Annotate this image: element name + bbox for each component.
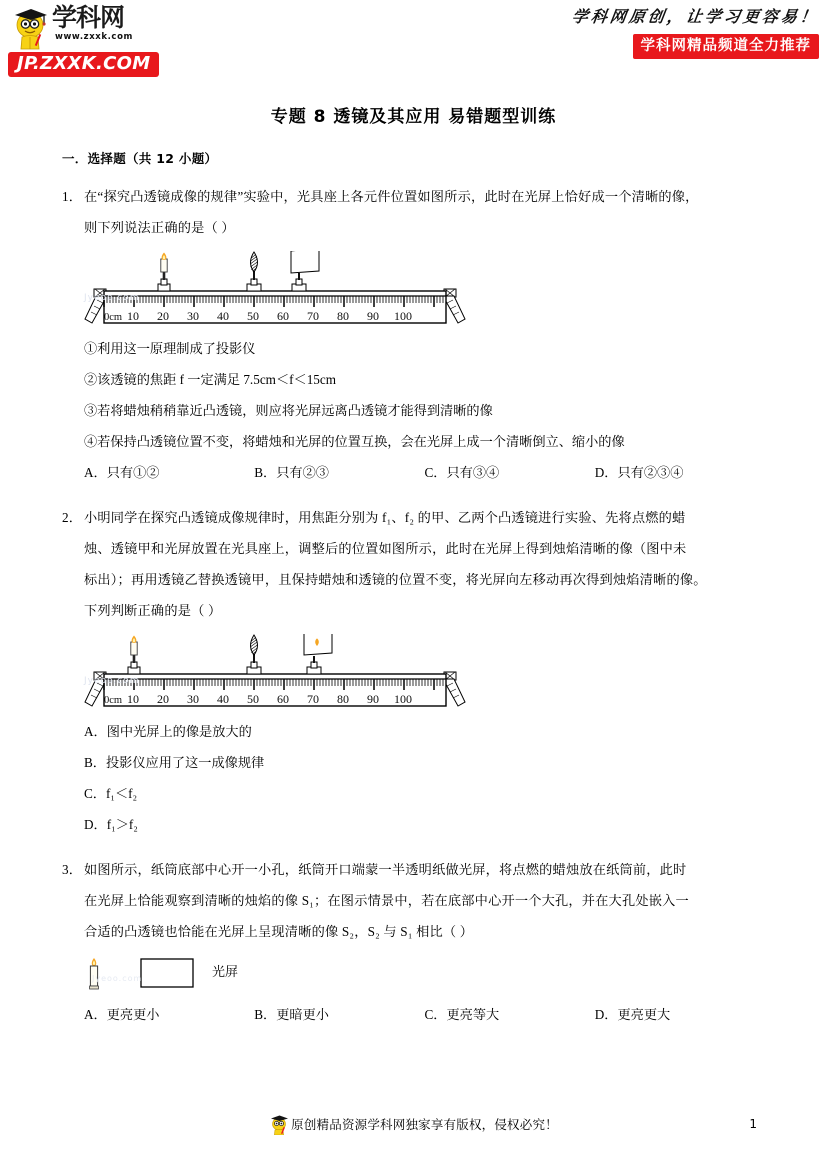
option-b[interactable]: B．投影仪应用了这一成像规律 — [84, 755, 265, 770]
page-title: 专题 8 透镜及其应用 易错题型训练 — [270, 107, 557, 127]
question-1-figure — [62, 251, 765, 331]
svg-text:70: 70 — [307, 692, 319, 706]
optical-bench-diagram-1 — [80, 251, 470, 331]
svg-text:80: 80 — [337, 692, 349, 706]
question-3-options — [62, 999, 765, 1030]
question-2-number: 2． — [62, 510, 83, 525]
question-2-line4: 下列判断正确的是（ ） — [84, 603, 222, 618]
option-a[interactable]: A．更亮更小 — [84, 1007, 160, 1022]
footer-copyright-line — [0, 1113, 827, 1135]
option-c[interactable]: C．f₁＜f₂ — [84, 786, 138, 801]
option-b[interactable]: B．只有②③ — [254, 465, 329, 480]
svg-text:90: 90 — [367, 692, 379, 706]
question-1-line2: 则下列说法正确的是（ ） — [84, 220, 235, 235]
question-2-options — [62, 716, 765, 840]
logo-url-text: www.zxxk.com — [55, 32, 133, 42]
question-2 — [62, 502, 765, 840]
logo-jp-banner: JP.ZXXK.COM — [8, 52, 159, 77]
candle-object — [158, 253, 170, 292]
watermark-q3: Jyeoo.com — [92, 974, 143, 983]
paper-tube-screen — [141, 959, 193, 987]
section-heading: 一．选择题（共 12 小题） — [62, 151, 218, 166]
logo-top-row — [8, 4, 183, 48]
question-3-stem — [62, 854, 765, 885]
logo-brand-text: 学科网 — [52, 3, 125, 32]
svg-text:10: 10 — [127, 309, 139, 323]
option-c[interactable]: C．只有③④ — [424, 465, 500, 480]
svg-text:100: 100 — [394, 692, 412, 706]
svg-text:70: 70 — [307, 309, 319, 323]
question-1-number: 1． — [62, 189, 83, 204]
statement-2: ②该透镜的焦距 f 一定满足 7.5cm＜f＜15cm — [84, 372, 337, 387]
figure-watermark-2: Jyeoo.com — [84, 676, 140, 686]
svg-text:40: 40 — [217, 309, 229, 323]
page-header — [0, 0, 827, 78]
question-2-figure — [62, 634, 765, 714]
question-1-statements — [62, 333, 765, 457]
slogan-text: 学科网原创，让学习更容易！ — [570, 7, 821, 26]
svg-text:0cm: 0cm — [104, 695, 123, 706]
question-1-stem — [62, 181, 765, 212]
svg-text:100: 100 — [394, 309, 412, 323]
question-3 — [62, 854, 765, 1030]
question-2-stem — [62, 502, 765, 533]
svg-text:0cm: 0cm — [104, 312, 123, 323]
light-screen — [291, 251, 319, 291]
document-content — [0, 149, 827, 1030]
question-3-number: 3． — [62, 862, 83, 877]
svg-text:40: 40 — [217, 692, 229, 706]
svg-text:20: 20 — [157, 309, 169, 323]
statement-4: ④若保持凸透镜位置不变，将蜡烛和光屏的位置互换，会在光屏上成一个清晰倒立、缩小的像 — [84, 434, 625, 449]
optical-bench-diagram-2 — [80, 634, 470, 714]
svg-text:50: 50 — [247, 692, 259, 706]
convex-lens-2 — [247, 635, 261, 674]
light-screen-2 — [304, 634, 332, 674]
question-2-line1: 小明同学在探究凸透镜成像规律时，用焦距分别为 f₁、f₂ 的甲、乙两个凸透镜进行实验、先将点燃的蜡 — [84, 510, 686, 525]
svg-text:20: 20 — [157, 692, 169, 706]
question-3-line2: 在光屏上恰能观察到清晰的烛焰的像 S₁；在图示情景中，若在底部中心开一个大孔，并在大孔处嵌入一 — [84, 893, 689, 908]
question-2-line3: 标出）；再用透镜乙替换透镜甲，且保持蜡烛和透镜的位置不变，将光屏向左移动再次得到烛焰清晰的像。 — [84, 572, 707, 587]
option-d[interactable]: D．更亮更大 — [594, 1007, 671, 1022]
site-logo — [8, 4, 183, 76]
footer-copyright-text: 原创精品资源学科网独家享有版权，侵权必究！ — [291, 1117, 558, 1132]
header-slogan-block — [549, 6, 819, 59]
question-3-line3: 合适的凸透镜也恰能在光屏上呈现清晰的像 S₂，S₂ 与 S₁ 相比（ ） — [84, 924, 474, 939]
question-1-line1: 在“探究凸透镜成像的规律”实验中，光具座上各元件位置如图所示，此时在光屏上恰好成一个清晰的像， — [84, 189, 699, 204]
statement-3: ③若将蜡烛稍稍靠近凸透镜，则应将光屏远离凸透镜才能得到清晰的像 — [84, 403, 493, 418]
question-2-line2: 烛、透镜甲和光屏放置在光具座上，调整后的位置如图所示，此时在光屏上得到烛焰清晰的像（图中未 — [84, 541, 687, 556]
page-footer — [0, 1113, 827, 1143]
page-number: 1 — [749, 1117, 757, 1131]
svg-text:30: 30 — [187, 692, 199, 706]
figure-watermark: Jyeoo.com — [84, 293, 140, 303]
svg-text:50: 50 — [247, 309, 259, 323]
option-a[interactable]: A．只有①② — [84, 465, 160, 480]
question-3-line1: 如图所示，纸筒底部中心开一小孔，纸筒开口端蒙一半透明纸做光屏，将点燃的蜡烛放在纸筒前，此时 — [84, 862, 687, 877]
option-a[interactable]: A．图中光屏上的像是放大的 — [84, 724, 252, 739]
svg-text:10: 10 — [127, 692, 139, 706]
recommend-banner: 学科网精品频道全力推荐 — [633, 34, 820, 59]
svg-text:60: 60 — [277, 692, 289, 706]
statement-1: ①利用这一原理制成了投影仪 — [84, 341, 256, 356]
option-c[interactable]: C．更亮等大 — [424, 1007, 500, 1022]
convex-lens — [247, 252, 261, 291]
svg-text:80: 80 — [337, 309, 349, 323]
option-d[interactable]: D．f₁＞f₂ — [84, 817, 138, 832]
svg-text:60: 60 — [277, 309, 289, 323]
question-3-figure — [84, 953, 765, 997]
mascot-icon — [10, 4, 54, 50]
option-b[interactable]: B．更暗更小 — [254, 1007, 329, 1022]
svg-text:90: 90 — [367, 309, 379, 323]
screen-label: 光屏 — [212, 965, 239, 980]
option-d[interactable]: D．只有②③④ — [594, 465, 684, 480]
svg-text:30: 30 — [187, 309, 199, 323]
footer-mascot-icon — [269, 1113, 289, 1135]
question-1-options — [62, 457, 765, 488]
question-1 — [62, 181, 765, 488]
candle-object-2 — [128, 636, 140, 675]
